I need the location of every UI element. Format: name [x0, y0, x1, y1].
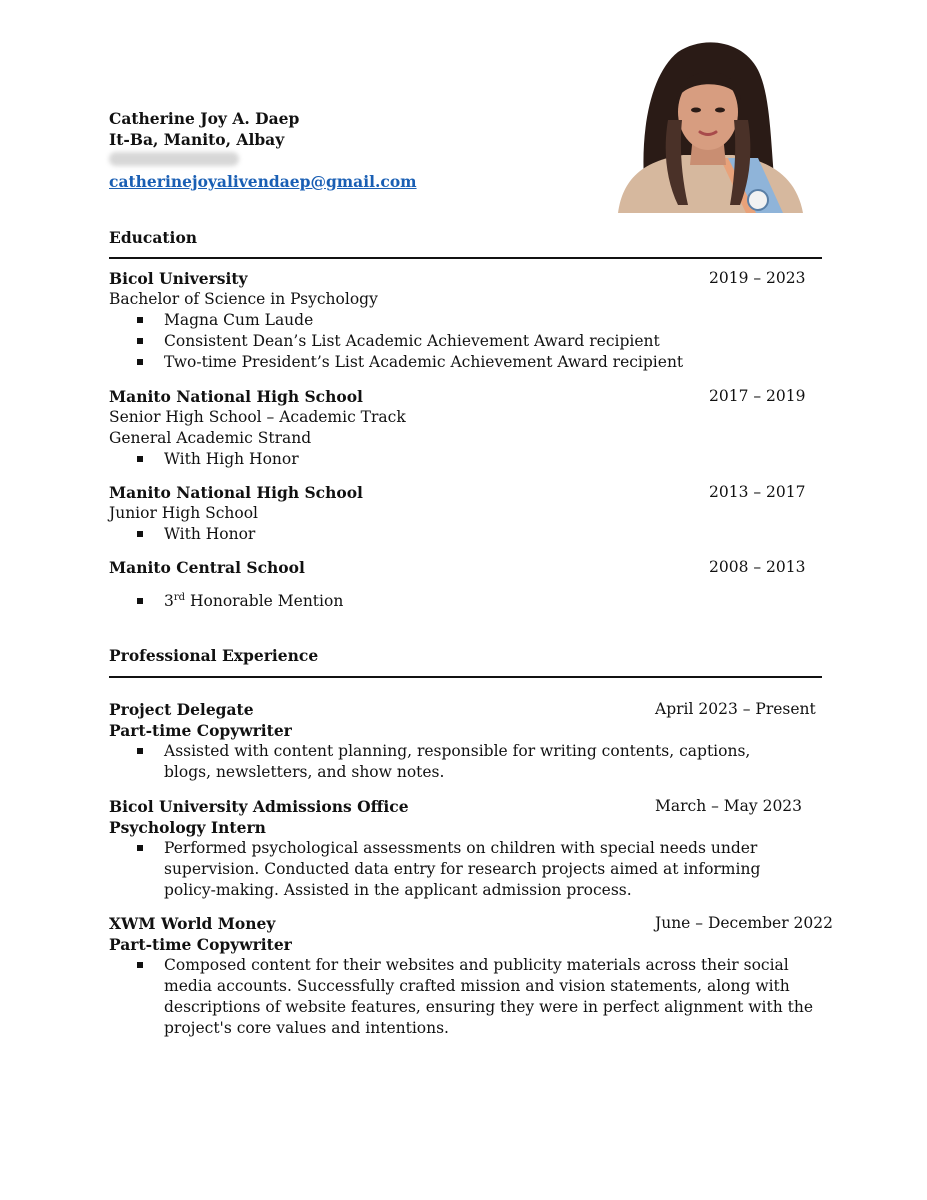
honor-number: 3 — [164, 592, 174, 610]
ordinal-suffix: rd — [173, 591, 186, 603]
bullet-marker — [137, 359, 143, 365]
job-dates: June – December 2022 — [655, 914, 833, 932]
employer-name: Project Delegate — [109, 700, 254, 719]
experience-divider — [109, 676, 822, 678]
email-link[interactable]: catherinejoyalivendaep@gmail.com — [109, 172, 417, 191]
honor-item — [164, 591, 343, 612]
job-description: Composed content for their websites and publicity materials across their social media accounts. Successfully crafted mission and vision statements, along with descriptions of website features, ensuring they were in perfect alignment with the project's core values and intentions. — [164, 956, 813, 1037]
bullet-marker — [137, 456, 143, 462]
honor-item: With Honor — [164, 525, 256, 543]
school-name: Manito National High School — [109, 387, 363, 406]
honor-item: Magna Cum Laude — [164, 311, 314, 329]
job-role: Psychology Intern — [109, 818, 266, 837]
honor-item: With High Honor — [164, 450, 299, 468]
bullet-marker — [137, 338, 143, 344]
school-years: 2017 – 2019 — [709, 387, 806, 405]
job-description: Performed psychological assessments on children with special needs under supervision. Conducted data entry for research projects aimed at informing policy-making. Assisted in the applicant admission process. — [164, 839, 761, 899]
education-heading: Education — [109, 228, 198, 247]
applicant-address: It-Ba, Manito, Albay — [109, 130, 285, 149]
job-dates: March – May 2023 — [655, 797, 803, 815]
school-name: Manito Central School — [109, 558, 305, 577]
school-name: Manito National High School — [109, 483, 363, 502]
applicant-name: Catherine Joy A. Daep — [109, 109, 300, 128]
bullet-marker — [137, 598, 143, 604]
job-role: Part-time Copywriter — [109, 721, 292, 740]
program-line: Junior High School — [109, 504, 259, 522]
school-years: 2013 – 2017 — [709, 483, 806, 501]
job-role: Part-time Copywriter — [109, 935, 292, 954]
honor-item: Consistent Dean’s List Academic Achievement Award recipient — [164, 332, 660, 350]
bullet-marker — [137, 748, 143, 754]
honor-text: Honorable Mention — [185, 592, 344, 610]
bullet-marker — [137, 317, 143, 323]
bullet-marker — [137, 962, 143, 968]
job-dates: April 2023 – Present — [655, 700, 816, 718]
education-divider — [109, 257, 822, 259]
experience-heading: Professional Experience — [109, 646, 319, 665]
redacted-phone — [109, 152, 239, 166]
employer-name: XWM World Money — [109, 914, 276, 933]
school-years: 2019 – 2023 — [709, 269, 806, 287]
job-description: Assisted with content planning, responsible for writing contents, captions, blogs, newsletters, and show notes. — [164, 742, 751, 781]
school-name: Bicol University — [109, 269, 248, 288]
program-line: Senior High School – Academic Track — [109, 408, 406, 426]
bullet-marker — [137, 531, 143, 537]
program-line: General Academic Strand — [109, 429, 312, 447]
employer-name: Bicol University Admissions Office — [109, 797, 409, 816]
bullet-marker — [137, 845, 143, 851]
profile-photo — [608, 40, 808, 213]
honor-item: Two-time President’s List Academic Achievement Award recipient — [164, 353, 684, 371]
school-years: 2008 – 2013 — [709, 558, 806, 576]
degree: Bachelor of Science in Psychology — [109, 290, 378, 308]
